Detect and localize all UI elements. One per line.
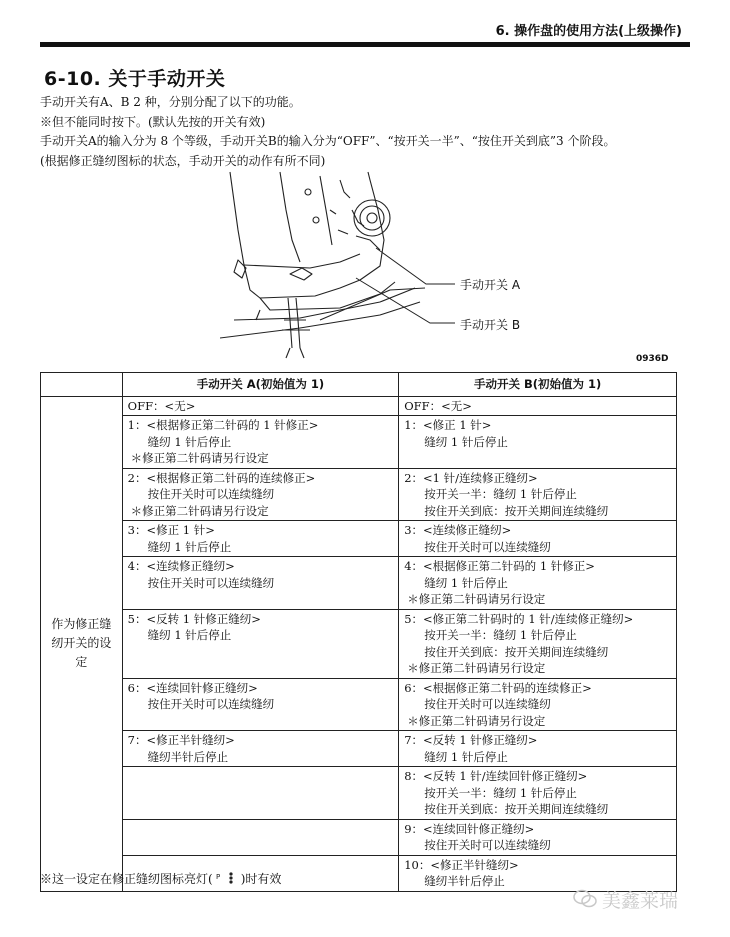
switch-b-cell [399, 416, 677, 469]
cell-line: OFF：<无> [404, 398, 472, 413]
cell-line: 6：<根据修正第二针码的连续修正> [404, 680, 592, 695]
intro-line: (根据修正缝纫图标的状态，手动开关的动作有所不同) [40, 153, 326, 168]
cell-line: 按住开关到底：按开关期间连续缝纫 [424, 802, 609, 816]
row-header-line: 纫开关的设 [51, 636, 112, 650]
cell-line: 7：<修正半针缝纫> [127, 733, 235, 747]
header-title: 6. 操作盘的使用方法(上级操作) [495, 24, 682, 39]
cell-line: 6：<连续回针修正缝纫> [127, 680, 258, 695]
cell-line: 按住开关时可以连续缝纫 [147, 487, 275, 501]
section-title: 6-10. 关于手动开关 [44, 68, 226, 90]
cell-line: 缝纫 1 针后停止 [147, 628, 232, 642]
table-row [41, 416, 677, 469]
footnote-before: ※这一设定在修正缝纫图标亮灯( [40, 872, 213, 886]
cell-line: 8：<反转 1 针/连续回针修正缝纫> [404, 769, 588, 783]
sewing-machine-figure [220, 170, 670, 370]
intro-line: ※但不能同时按下。(默认先按的开关有效) [40, 114, 266, 129]
cell-line: 缝纫 1 针后停止 [147, 539, 232, 554]
cell-line: 缝纫 1 针后停止 [424, 749, 508, 764]
table-row [41, 819, 677, 855]
cell-line: 按住开关时可以连续缝纫 [147, 697, 275, 711]
cell-line: 缝纫半针后停止 [424, 874, 505, 888]
watermark [572, 886, 678, 913]
table-row [41, 521, 677, 557]
cell-line: 3：<修正 1 针> [127, 523, 215, 537]
corner-cell [41, 373, 123, 397]
leader-line-a [376, 248, 455, 284]
table-row [41, 767, 677, 820]
correction-sewing-lamp-icon [213, 871, 241, 885]
cell-line: 按住开关时可以连续缝纫 [424, 539, 551, 554]
switch-a-cell [122, 767, 399, 820]
table-header-row [41, 373, 677, 397]
cell-line: 缝纫半针后停止 [147, 749, 229, 764]
cell-line: OFF：<无> [127, 398, 196, 413]
cell-line: 9：<连续回针修正缝纫> [404, 821, 535, 836]
footnote-after: )时有效 [240, 872, 282, 886]
cell-line: 缝纫 1 针后停止 [424, 434, 508, 449]
cell-line: 按开关一半：缝纫 1 针后停止 [424, 487, 577, 501]
switch-a-cell [122, 678, 399, 731]
cell-line: 按住开关到底：按开关期间连续缝纫 [424, 503, 609, 518]
switch-a-cell [122, 731, 399, 767]
intro-text [40, 93, 700, 171]
switch-settings-table [40, 372, 677, 892]
switch-a-cell [122, 609, 399, 678]
row-header-line: 定 [75, 655, 88, 669]
cell-line: 5：<反转 1 针修正缝纫> [127, 611, 261, 626]
cell-line: 7：<反转 1 针修正缝纫> [404, 733, 538, 747]
cell-line: 按住开关时可以连续缝纫 [424, 838, 551, 852]
switch-b-cell [399, 468, 677, 521]
table-row [41, 678, 677, 731]
switch-b-cell [399, 396, 677, 416]
cell-line: 4：<根据修正第二针码的 1 针修正> [404, 559, 595, 573]
switch-b-cell [399, 609, 677, 678]
switch-a-cell [122, 468, 399, 521]
switch-b-cell [399, 521, 677, 557]
switch-b-cell [399, 819, 677, 855]
cell-line: ＊修正第二针码请另行设定 [407, 713, 546, 728]
sewing-machine-illustration [220, 170, 670, 370]
intro-line: 手动开关有A、B 2 种，分别分配了以下的功能。 [40, 95, 301, 109]
cell-line: 10：<修正半针缝纫> [404, 857, 519, 872]
figure-code: 0936D [636, 354, 669, 364]
cell-line: 4：<连续修正缝纫> [127, 559, 235, 573]
switch-a-cell [122, 396, 399, 416]
cell-line: ＊修正第二针码请另行设定 [407, 592, 546, 606]
svg-text:P: P [215, 873, 220, 881]
table-row [41, 731, 677, 767]
cell-line: ＊修正第二针码请另行设定 [407, 661, 546, 675]
header-rule [40, 42, 690, 47]
footnote [40, 870, 281, 887]
cell-line: 3：<连续修正缝纫> [404, 523, 512, 537]
cell-line: 按开关一半：缝纫 1 针后停止 [424, 628, 577, 642]
cell-line: 5：<修正第二针码时的 1 针/连续修正缝纫> [404, 611, 634, 626]
cell-line: 按住开关时可以连续缝纫 [424, 697, 551, 711]
wechat-logo-icon [572, 888, 598, 910]
header-switch-b: 手动开关 B(初始值为 1) [399, 373, 677, 397]
cell-line: 按开关一半：缝纫 1 针后停止 [424, 785, 577, 800]
watermark-text: 美鑫莱瑞 [602, 890, 679, 912]
cell-line: 按住开关时可以连续缝纫 [147, 575, 275, 590]
switch-b-cell [399, 557, 677, 610]
switch-a-cell [122, 521, 399, 557]
switch-b-cell [399, 767, 677, 820]
row-header-cell [41, 396, 123, 891]
switch-b-cell [399, 678, 677, 731]
row-header-line: 作为修正缝 [51, 617, 112, 631]
header-switch-a: 手动开关 A(初始值为 1) [122, 373, 399, 397]
cell-line: 按住开关到底：按开关期间连续缝纫 [424, 644, 609, 659]
cell-line: 2：<1 针/连续修正缝纫> [404, 470, 538, 485]
switch-b-label: 手动开关 B [460, 318, 521, 332]
table-row [41, 557, 677, 610]
switch-a-cell [122, 819, 399, 855]
cell-line: ＊修正第二针码请另行设定 [130, 503, 269, 518]
cell-line: 2：<根据修正第二针码的连续修正> [127, 470, 316, 485]
table-row [41, 396, 677, 416]
switch-a-label: 手动开关 A [460, 278, 521, 292]
table-row [41, 609, 677, 678]
switch-a-cell [122, 557, 399, 610]
switch-b-cell [399, 731, 677, 767]
switch-a-cell [122, 416, 399, 469]
table-row [41, 468, 677, 521]
intro-line: 手动开关A的输入分为 8 个等级，手动开关B的输入分为“OFF”、“按开关一半”、“按住开关到底”3 个阶段。 [40, 134, 616, 148]
cell-line: 1：<根据修正第二针码的 1 针修正> [127, 418, 319, 432]
cell-line: 缝纫 1 针后停止 [147, 434, 232, 449]
cell-line: ＊修正第二针码请另行设定 [130, 451, 269, 465]
cell-line: 缝纫 1 针后停止 [424, 575, 508, 590]
cell-line: 1：<修正 1 针> [404, 418, 492, 432]
